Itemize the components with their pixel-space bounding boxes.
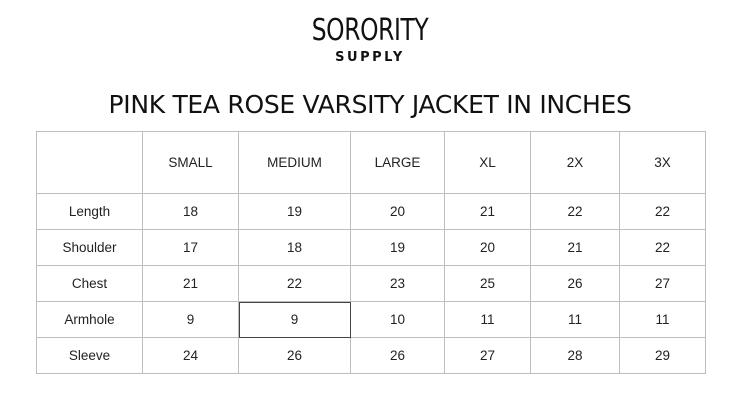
brand-logo — [0, 12, 740, 66]
table-cell: 26 — [351, 338, 445, 374]
table-row-armhole — [37, 302, 706, 338]
column-header-3x: 3X — [620, 132, 706, 194]
column-header-small: SMALL — [143, 132, 239, 194]
table-cell: 11 — [531, 302, 620, 338]
table-cell-selected[interactable]: 9 — [239, 302, 351, 338]
row-label: Armhole — [37, 302, 143, 338]
table-cell: 11 — [445, 302, 531, 338]
table-cell: 22 — [620, 194, 706, 230]
table-cell: 21 — [531, 230, 620, 266]
table-cell: 10 — [351, 302, 445, 338]
brand-name: SORORITY — [311, 13, 429, 48]
header-row — [37, 132, 706, 194]
table-cell: 18 — [239, 230, 351, 266]
table-cell: 21 — [143, 266, 239, 302]
corner-cell — [37, 132, 143, 194]
table-cell: 26 — [531, 266, 620, 302]
table-cell: 19 — [351, 230, 445, 266]
table-cell: 29 — [620, 338, 706, 374]
table-cell: 21 — [445, 194, 531, 230]
table-cell: 19 — [239, 194, 351, 230]
table-cell: 22 — [620, 230, 706, 266]
column-header-2x: 2X — [531, 132, 620, 194]
column-header-medium: MEDIUM — [239, 132, 351, 194]
table-cell: 26 — [239, 338, 351, 374]
table-cell: 20 — [445, 230, 531, 266]
table-cell: 22 — [239, 266, 351, 302]
column-header-xl: XL — [445, 132, 531, 194]
table-cell: 25 — [445, 266, 531, 302]
table-cell: 27 — [445, 338, 531, 374]
table-cell: 20 — [351, 194, 445, 230]
row-label: Sleeve — [37, 338, 143, 374]
row-label: Chest — [37, 266, 143, 302]
table-row-sleeve — [37, 338, 706, 374]
table-row-chest — [37, 266, 706, 302]
column-header-large: LARGE — [351, 132, 445, 194]
row-label: Length — [37, 194, 143, 230]
brand-subtitle: SUPPLY — [335, 50, 405, 65]
table-cell: 22 — [531, 194, 620, 230]
table-cell: 18 — [143, 194, 239, 230]
table-cell: 27 — [620, 266, 706, 302]
page-title: PINK TEA ROSE VARSITY JACKET IN INCHES — [108, 90, 632, 119]
row-label: Shoulder — [37, 230, 143, 266]
table-row-shoulder — [37, 230, 706, 266]
table-cell: 28 — [531, 338, 620, 374]
table-cell: 23 — [351, 266, 445, 302]
table-cell: 17 — [143, 230, 239, 266]
size-chart-table — [36, 131, 706, 374]
table-row-length — [37, 194, 706, 230]
table-cell: 24 — [143, 338, 239, 374]
table-cell: 11 — [620, 302, 706, 338]
table-cell: 9 — [143, 302, 239, 338]
